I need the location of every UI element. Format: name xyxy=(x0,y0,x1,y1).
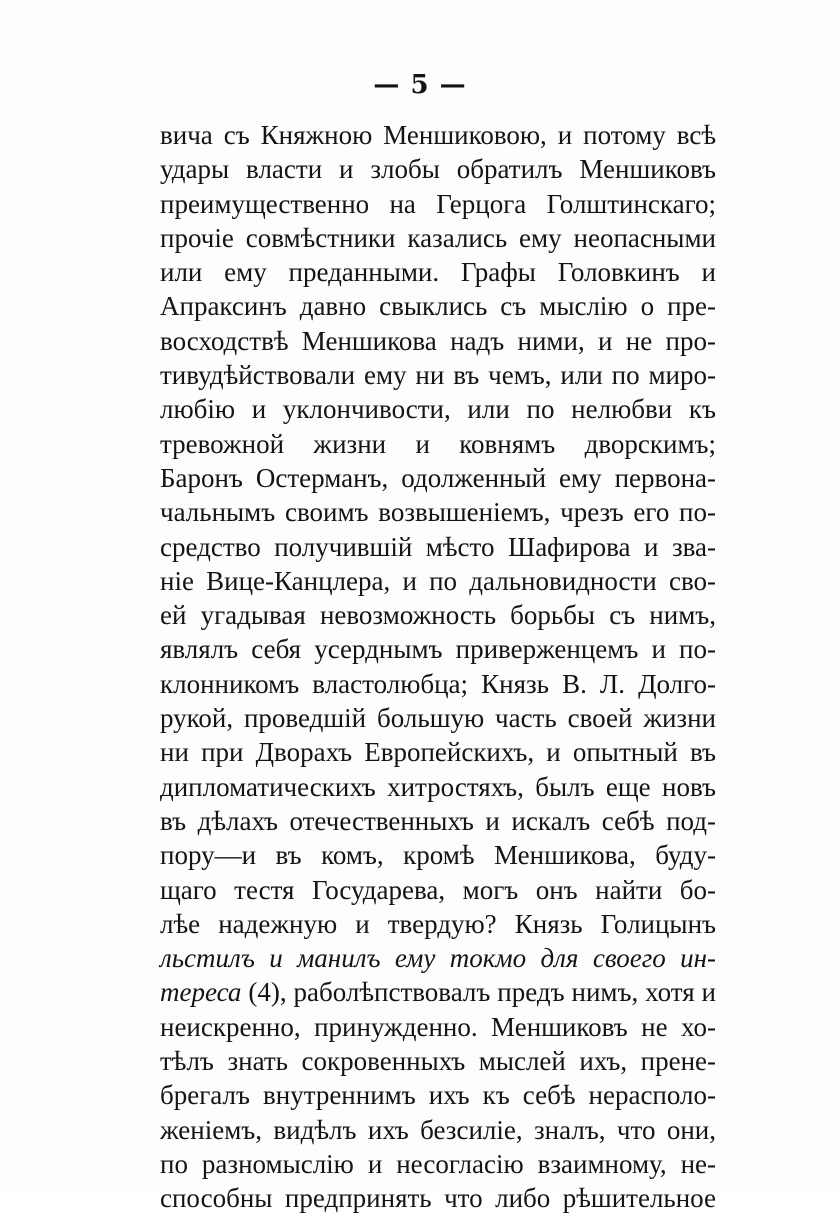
text-line xyxy=(160,358,716,392)
text-segment: лѣе надежную и твердую? Князь Голицынъ xyxy=(160,908,716,939)
text-segment: Апраксинъ давно свыклись съ мыслію о пре- xyxy=(160,291,716,322)
text-segment: неискренно, принужденно. Меншиковъ не хо- xyxy=(160,1011,716,1042)
text-line xyxy=(160,667,716,701)
text-segment: щаго тестя Государева, могъ онъ найти бо- xyxy=(160,874,716,905)
text-segment: тѣлъ знать сокровенныхъ мыслей ихъ, прене- xyxy=(160,1046,716,1077)
text-segment: рукой, проведшій большую часть своей жизни xyxy=(160,703,716,734)
text-segment: прочіе совмѣстники казались ему неопасными xyxy=(160,222,716,253)
text-segment: пору—и въ комъ, кромѣ Меншикова, буду- xyxy=(160,840,716,871)
text-line xyxy=(160,427,716,461)
text-line xyxy=(160,1181,716,1215)
text-line xyxy=(160,735,716,769)
text-line xyxy=(160,873,716,907)
text-line xyxy=(160,770,716,804)
text-segment: удары власти и злобы обратилъ Меншиковъ xyxy=(160,154,716,185)
text-line xyxy=(160,289,716,323)
page-number: — 5 — xyxy=(373,70,467,100)
body-text xyxy=(160,118,716,1216)
text-line xyxy=(160,118,716,152)
text-line xyxy=(160,1113,716,1147)
text-segment: ей угадывая невозможность борьбы съ нимъ, xyxy=(160,600,716,631)
text-segment: въ дѣлахъ отечественныхъ и искалъ себѣ под- xyxy=(160,805,716,836)
text-line xyxy=(160,187,716,221)
italic-text-segment: тереса xyxy=(160,977,242,1008)
text-segment: чальнымъ своимъ возвышеніемъ, чрезъ его по- xyxy=(160,497,716,528)
text-segment: Баронъ Остерманъ, одолженный ему первона- xyxy=(160,462,716,493)
text-line xyxy=(160,221,716,255)
text-segment: средство получившій мѣсто Шафирова и зва- xyxy=(160,531,716,562)
text-segment: вича съ Княжною Меншиковою, и потому всѣ xyxy=(160,120,716,150)
text-segment: любію и уклончивости, или по нелюбви къ xyxy=(160,394,716,425)
text-segment: тивудѣйствовали ему ни въ чемъ, или по миро- xyxy=(160,360,716,391)
text-line xyxy=(160,632,716,666)
text-segment: восходствѣ Меншикова надъ ними, и не про- xyxy=(160,325,716,356)
text-segment: способны предпринять что либо рѣшительное xyxy=(160,1183,716,1214)
text-line xyxy=(160,838,716,872)
text-segment: тревожной жизни и ковнямъ дворскимъ; xyxy=(160,428,716,459)
text-line xyxy=(160,392,716,426)
text-line xyxy=(160,975,716,1009)
text-line xyxy=(160,255,716,289)
text-line xyxy=(160,1147,716,1181)
text-line xyxy=(160,1078,716,1112)
text-line xyxy=(160,701,716,735)
text-segment: (4), раболѣпствовалъ предъ нимъ, хотя и xyxy=(241,977,716,1008)
text-segment: ни при Дворахъ Европейскихъ, и опытный въ xyxy=(160,737,716,768)
text-segment: брегалъ внутреннимъ ихъ къ себѣ нерасполо- xyxy=(160,1080,716,1111)
text-segment: женіемъ, видѣлъ ихъ безсиліе, зналъ, что они, xyxy=(160,1114,716,1145)
text-line xyxy=(160,564,716,598)
text-segment: являлъ себя усерднымъ приверженцемъ и по- xyxy=(160,634,716,665)
text-line xyxy=(160,804,716,838)
text-line xyxy=(160,1044,716,1078)
text-segment: дипломатическихъ хитростяхъ, былъ еще новъ xyxy=(160,771,716,802)
text-line xyxy=(160,598,716,632)
text-segment: преимущественно на Герцога Голштинскаго; xyxy=(160,188,716,219)
text-line xyxy=(160,152,716,186)
text-line xyxy=(160,530,716,564)
text-line xyxy=(160,461,716,495)
text-line xyxy=(160,1010,716,1044)
text-line xyxy=(160,495,716,529)
text-line xyxy=(160,941,716,975)
text-segment: по разномыслію и несогласію взаимному, не- xyxy=(160,1148,716,1179)
text-line xyxy=(160,324,716,358)
italic-text-segment: льстилъ и манилъ ему токмо для своего ин- xyxy=(160,943,716,974)
text-line xyxy=(160,907,716,941)
text-segment: или ему преданными. Графы Головкинъ и xyxy=(160,257,716,288)
text-segment: ніе Вице-Канцлера, и по дальновидности сво- xyxy=(160,565,716,596)
text-segment: клонникомъ властолюбца; Князь В. Л. Долго- xyxy=(160,668,716,699)
